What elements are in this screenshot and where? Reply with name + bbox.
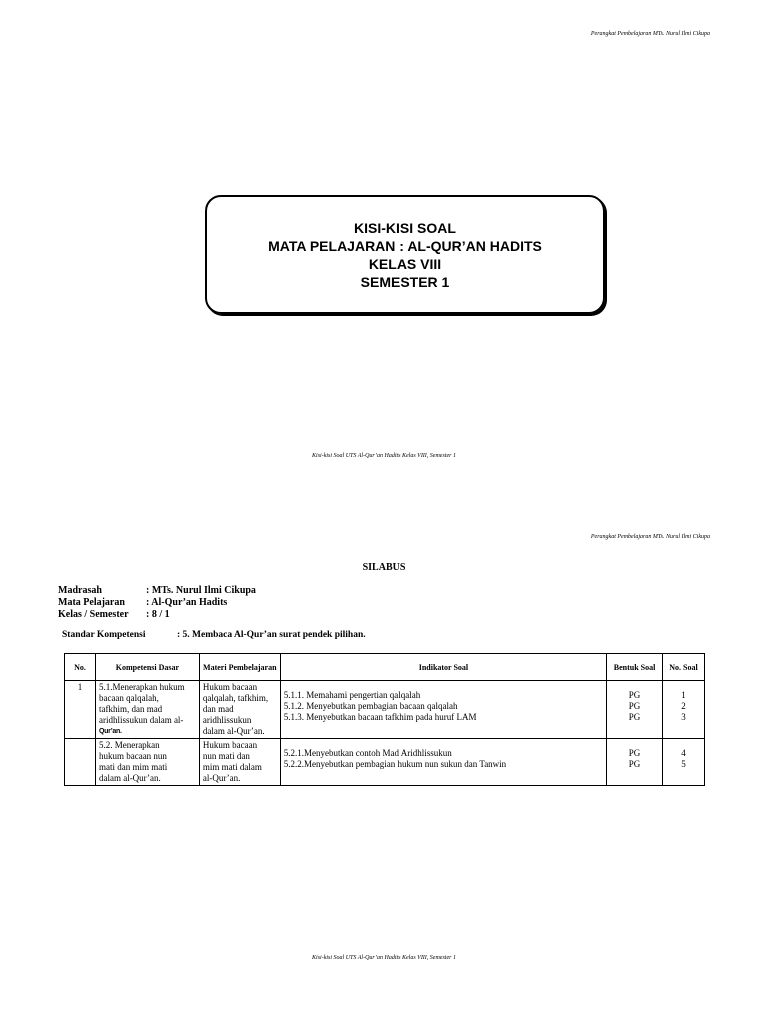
column-header: Materi Pembelajaran [199, 654, 280, 681]
cell-kompetensi-dasar [95, 739, 199, 786]
cell-line: 4 [681, 748, 686, 758]
title-line: MATA PELAJARAN : AL-QUR’AN HADITS [268, 237, 542, 254]
table-row [65, 739, 705, 786]
page-header: Perangkat Pembelajaran MTs. Nurul Ilmi Cikupa [590, 31, 710, 37]
cell-line: dalam al-Qur’an. [98, 773, 161, 783]
cell-line: PG [628, 748, 641, 758]
info-row [58, 609, 256, 621]
cell-line: aridhlissukun dalam al- [98, 715, 184, 725]
column-header: No. Soal [663, 654, 705, 681]
cell-line: 5.2.2.Menyebutkan pembagian hukum nun sukun dan Tanwin [283, 759, 507, 769]
info-label: Kelas / Semester [58, 609, 129, 620]
table-header-row [65, 654, 705, 681]
column-header: Bentuk Soal [607, 654, 663, 681]
cell-kompetensi-dasar [95, 681, 199, 739]
cell-line: nun mati dan [202, 751, 250, 761]
sk-value: : 5. Membaca Al-Qur’an surat pendek pilihan. [177, 630, 366, 640]
title-line: KISI-KISI SOAL [354, 219, 456, 236]
cell-line: hukum bacaan nun [98, 751, 167, 761]
sk-label: Standar Kompetensi [62, 630, 146, 640]
page-header: Perangkat Pembelajaran MTs. Nurul Ilmi Cikupa [590, 534, 710, 540]
cell-line: 5 [681, 759, 686, 769]
cell-line: dalam al-Qur’an. [202, 726, 265, 736]
cell-line: tafkhim, dan mad [98, 704, 163, 714]
silabus-title: SILABUS [362, 562, 406, 573]
cell-line: Hukum bacaan [202, 682, 258, 692]
cell-line: qalqalah, tafkhim, [202, 693, 269, 703]
page-2 [0, 512, 768, 1024]
cell-no: 1 [65, 681, 96, 739]
cell-line: mim mati dalam [202, 762, 262, 772]
cell-line: dan mad [202, 704, 234, 714]
cell-line: Qur’an. [98, 728, 122, 735]
table-row [65, 681, 705, 739]
page-footer: Kisi-kisi Soal UTS Al-Qur’an Hadits Kelas VIII, Semester 1 [312, 453, 456, 459]
title-box [205, 195, 605, 314]
cell-line: PG [628, 759, 641, 769]
info-value: : MTs. Nurul Ilmi Cikupa [146, 585, 256, 596]
column-header: Kompetensi Dasar [95, 654, 199, 681]
info-value: : Al-Qur’an Hadits [146, 597, 228, 608]
cell-materi [199, 681, 280, 739]
cell-line: 5.1.3. Menyebutkan bacaan tafkhim pada huruf LAM [283, 712, 477, 722]
cell-line: 1 [681, 690, 686, 700]
cell-line: 5.2.1.Menyebutkan contoh Mad Aridhlissukun [283, 748, 452, 758]
cell-no-soal [663, 739, 705, 786]
page-footer: Kisi-kisi Soal UTS Al-Qur’an Hadits Kelas VIII, Semester 1 [312, 955, 456, 961]
cell-indikator [280, 739, 606, 786]
cell-line: 5.2. Menerapkan [98, 740, 160, 750]
cell-no-soal [663, 681, 705, 739]
column-header: Indikator Soal [280, 654, 606, 681]
cell-bentuk-soal [607, 681, 663, 739]
cell-line: aridhlissukun [202, 715, 252, 725]
info-row [58, 585, 256, 597]
cell-line: Hukum bacaan [202, 740, 258, 750]
standar-kompetensi [62, 630, 366, 640]
title-line: SEMESTER 1 [360, 273, 450, 290]
cell-line: al-Qur’an. [202, 773, 241, 783]
info-label: Mata Pelajaran [58, 597, 125, 608]
cell-line: PG [628, 712, 641, 722]
cell-line: 5.1.2. Menyebutkan pembagian bacaan qalqalah [283, 701, 458, 711]
cell-line: PG [628, 690, 641, 700]
cell-materi [199, 739, 280, 786]
cell-no [65, 739, 96, 786]
cell-line: bacaan qalqalah, [98, 693, 159, 703]
column-header: No. [65, 654, 96, 681]
silabus-table [64, 653, 705, 786]
info-block [58, 585, 256, 621]
cell-line: 5.1.1. Memahami pengertian qalqalah [283, 690, 421, 700]
info-value: : 8 / 1 [146, 609, 170, 620]
title-line: KELAS VIII [368, 255, 442, 272]
cell-line: PG [628, 701, 641, 711]
info-label: Madrasah [58, 585, 102, 596]
cell-bentuk-soal [607, 739, 663, 786]
info-row [58, 597, 256, 609]
cell-line: 2 [681, 701, 686, 711]
cell-line: 3 [681, 712, 686, 722]
cell-line: mati dan mim mati [98, 762, 168, 772]
cell-line: 5.1.Menerapkan hukum [98, 682, 185, 692]
cell-indikator [280, 681, 606, 739]
